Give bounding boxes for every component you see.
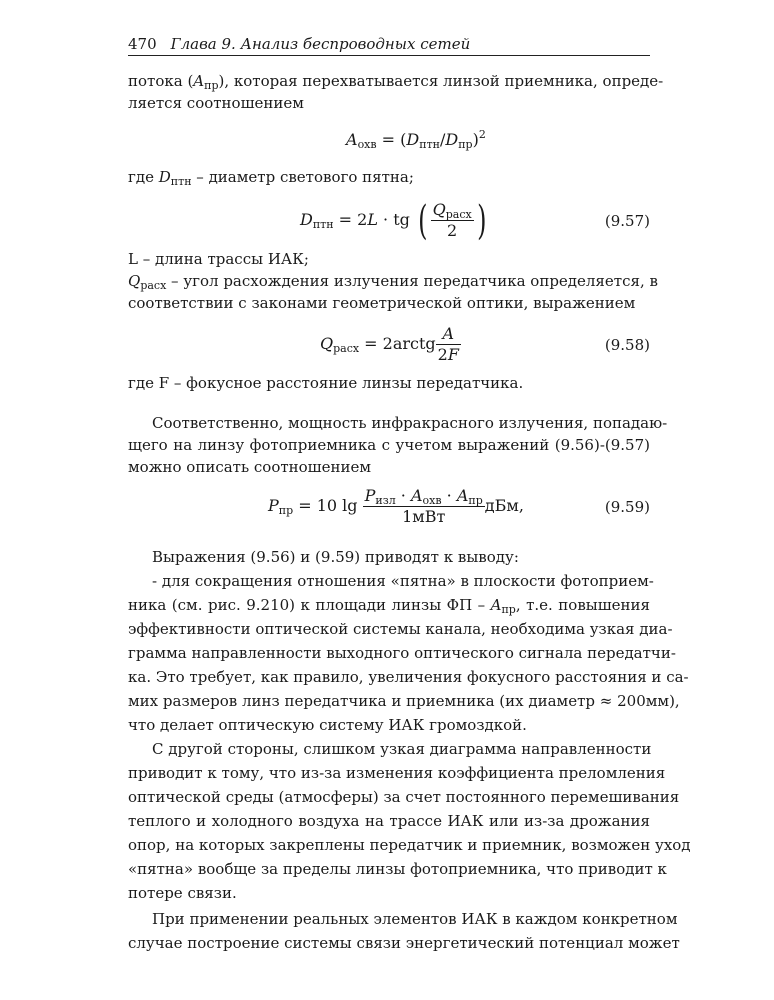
text-line: При применении реальных элементов ИАК в каждом конкретном <box>152 910 678 928</box>
text-line: соответствии с законами геометрической оптики, выражением <box>128 294 636 312</box>
text-line: мих размеров линз передатчика и приемника (их диаметр ≈ 200мм), <box>128 692 680 710</box>
text-line: опор, на которых закреплены передатчик и приемник, возможен уход <box>128 836 691 854</box>
text-line: потере связи. <box>128 884 237 902</box>
text-line: случае построение системы связи энергетический потенциал может <box>128 934 680 952</box>
chapter-title: Глава 9. Анализ беспроводных сетей <box>170 35 471 53</box>
text-line: что делает оптическую систему ИАК громоздкой. <box>128 716 527 734</box>
equation-number: (9.59) <box>604 498 650 516</box>
equation-9-57: $D_{птн} = 2L$ · tg ( $\frac{Q_{расх}}{2}$ ) (9.57) <box>300 197 650 244</box>
text-line: ника (см. рис. 9.210) к площади линзы ФП – $A_{пр}$, т.е. повышения <box>128 596 650 616</box>
text-line: ляется соотношением <box>128 94 304 112</box>
text-line: Выражения (9.56) и (9.59) приводят к выводу: <box>152 548 519 566</box>
header-rule <box>128 55 650 56</box>
text-line: Соответственно, мощность инфракрасного излучения, попадаю- <box>152 414 668 432</box>
equation-9-58: $Q_{расх}$ = 2arctg $\frac{A}{2F}$ (9.58) <box>320 324 650 364</box>
running-head <box>128 34 650 54</box>
text-line: $Q_{расх}$ – угол расхождения излучения передатчика определяется, в <box>128 272 658 292</box>
text-line: щего на линзу фотоприемника с учетом выражений (9.56)-(9.57) <box>128 436 650 454</box>
text-line: эффективности оптической системы канала, необходима узкая диа- <box>128 620 673 638</box>
text-line: С другой стороны, слишком узкая диаграмма направленности <box>152 740 652 758</box>
equation-number: (9.57) <box>604 212 650 230</box>
book-page <box>128 0 691 1000</box>
equation-9-59: $P_{пр} = 10$ lg $\frac{P_{изл} \cdot A_{охв} \cdot A_{пр}}{\text{1мВт}}$ дБм, (9.59) <box>268 486 650 526</box>
text-line: ка. Это требует, как правило, увеличения фокусного расстояния и са- <box>128 668 689 686</box>
text-line: потока $(A_{пр})$, которая перехватывается линзой приемника, опреде- <box>128 72 664 92</box>
text-line: теплого и холодного воздуха на трассе ИАК или из-за дрожания <box>128 812 650 830</box>
text-line: где $D_{птн}$ – диаметр светового пятна; <box>128 168 414 188</box>
text-line: грамма направленности выходного оптического сигнала передатчи- <box>128 644 676 662</box>
text-line: L – длина трассы ИАК; <box>128 250 309 268</box>
text-line: - для сокращения отношения «пятна» в плоскости фотоприем- <box>152 572 654 590</box>
text-line: «пятна» вообще за пределы линзы фотоприемника, что приводит к <box>128 860 667 878</box>
equation-number: (9.58) <box>604 336 650 354</box>
page-number: 470 <box>128 35 157 53</box>
text-line: где F – фокусное расстояние линзы передатчика. <box>128 374 524 392</box>
text-line: оптической среды (атмосферы) за счет постоянного перемешивания <box>128 788 680 806</box>
text-line: приводит к тому, что из-за изменения коэффициента преломления <box>128 764 666 782</box>
text-line: можно описать соотношением <box>128 458 372 476</box>
equation-a-ohv: $A_{охв} = (D_{птн}/D_{пр})^2$ <box>346 128 486 151</box>
